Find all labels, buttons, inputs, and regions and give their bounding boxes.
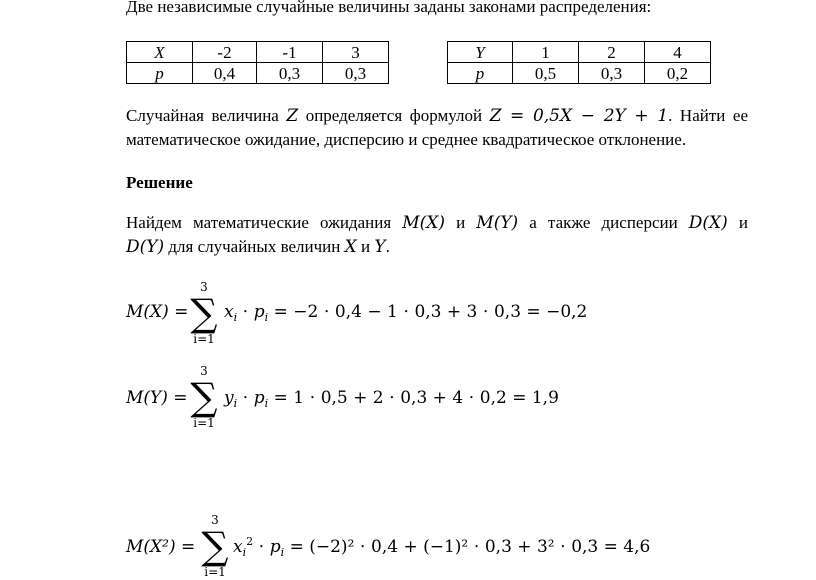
formula-my-lhs bbox=[126, 388, 188, 408]
table-cell: -1 bbox=[257, 42, 323, 63]
intro-text: Две независимые случайные величины заданы законами распределения: bbox=[126, 0, 652, 16]
sum-upper-limit: 3 bbox=[200, 280, 208, 294]
table-cell: Y bbox=[448, 42, 513, 63]
table-cell: p bbox=[448, 63, 513, 84]
table-cell: 1 bbox=[513, 42, 579, 63]
statement-text: определяется формулой bbox=[298, 106, 490, 125]
sum-upper-limit: 3 bbox=[211, 513, 219, 527]
table-cell: 0,3 bbox=[257, 63, 323, 84]
formula-mx2-lhs bbox=[126, 537, 195, 557]
statement-text: . Найти ее bbox=[668, 106, 748, 125]
table-row bbox=[448, 63, 711, 84]
paragraph-line-2 bbox=[126, 237, 390, 257]
math-formula: D(X) bbox=[688, 213, 728, 233]
formula-mx-rhs: $x_i \cdot p_i = -2 \cdot 0,4 - 1 \cdot 0,3 + 3 \cdot 0,3 = -0,2$ bbox=[224, 302, 588, 324]
paragraph-text: . bbox=[385, 237, 390, 256]
sigma-icon: ∑ bbox=[190, 375, 218, 419]
paragraph-text: для случайных величин bbox=[164, 237, 345, 256]
formula-text: M(X²) = bbox=[126, 537, 196, 557]
paragraph-text: и bbox=[356, 237, 375, 256]
math-formula: D(Y) bbox=[126, 237, 165, 257]
paragraph-text: и bbox=[445, 213, 477, 232]
table-cell: 0,5 bbox=[513, 63, 579, 84]
table-cell: 3 bbox=[323, 42, 389, 63]
distribution-table-x bbox=[126, 41, 389, 84]
math-var: Z bbox=[286, 106, 299, 126]
math-formula: M(X) bbox=[402, 213, 446, 233]
math-formula: M(Y) bbox=[476, 213, 519, 233]
table-cell: 4 bbox=[645, 42, 711, 63]
math-formula: Z = 0,5X − 2Y + 1 bbox=[489, 106, 669, 126]
formula-mx-lhs bbox=[126, 302, 188, 322]
formula-text: M(Y) = bbox=[126, 388, 188, 408]
sum-lower-limit: i=1 bbox=[193, 332, 215, 346]
formula-text: = (−2)² ⋅ 0,4 + (−1)² ⋅ 0,3 + 3² ⋅ 0,3 = 4,6 bbox=[289, 537, 651, 557]
formula-text: = 1 ⋅ 0,5 + 2 ⋅ 0,3 + 4 ⋅ 0,2 = 1,9 bbox=[273, 388, 559, 408]
statement-text: Случайная величина bbox=[126, 106, 287, 125]
sum-symbol bbox=[199, 514, 231, 578]
sigma-icon: ∑ bbox=[190, 291, 218, 335]
table-cell: 0,4 bbox=[193, 63, 257, 84]
table-cell: 0,3 bbox=[579, 63, 645, 84]
table-cell: p bbox=[127, 63, 193, 84]
math-var: Y bbox=[374, 237, 386, 257]
table-row bbox=[127, 63, 389, 84]
table-row bbox=[127, 42, 389, 63]
sum-symbol bbox=[188, 365, 220, 429]
formula-my-rhs: $y_i \cdot p_i = 1 \cdot 0,5 + 2 \cdot 0,3 + 4 \cdot 0,2 = 1,9$ bbox=[224, 388, 559, 410]
table-cell: 2 bbox=[579, 42, 645, 63]
table-cell: 0,2 bbox=[645, 63, 711, 84]
formula-text: = −2 ⋅ 0,4 − 1 ⋅ 0,3 + 3 ⋅ 0,3 = −0,2 bbox=[273, 302, 588, 322]
table-row bbox=[448, 42, 711, 63]
paragraph-text: а также дисперсии bbox=[518, 213, 689, 232]
statement-line-1 bbox=[126, 106, 748, 126]
table-cell: 0,3 bbox=[323, 63, 389, 84]
paragraph-text: Найдем математические ожидания bbox=[126, 213, 403, 232]
paragraph-text: и bbox=[727, 213, 748, 232]
sum-symbol bbox=[188, 281, 220, 345]
paragraph-line-1 bbox=[126, 213, 748, 233]
table-cell: X bbox=[127, 42, 193, 63]
solution-heading: Решение bbox=[126, 173, 193, 192]
sum-upper-limit: 3 bbox=[200, 364, 208, 378]
table-cell: -2 bbox=[193, 42, 257, 63]
sum-lower-limit: i=1 bbox=[193, 416, 215, 430]
distribution-table-y bbox=[447, 41, 711, 84]
formula-text: M(X) = bbox=[126, 302, 189, 322]
formula-mx2-rhs: $x_i^2 \cdot p_i = (-2)^2 \cdot 0,4 + (-1)^2 \cdot 0,3 + 3^2 \cdot 0,3 = 4,6$ bbox=[233, 535, 651, 559]
sum-lower-limit: i=1 bbox=[204, 565, 226, 579]
statement-line-2: математическое ожидание, дисперсию и среднее квадратическое отклонение. bbox=[126, 130, 687, 149]
math-var: X bbox=[344, 237, 357, 257]
sigma-icon: ∑ bbox=[201, 524, 229, 568]
